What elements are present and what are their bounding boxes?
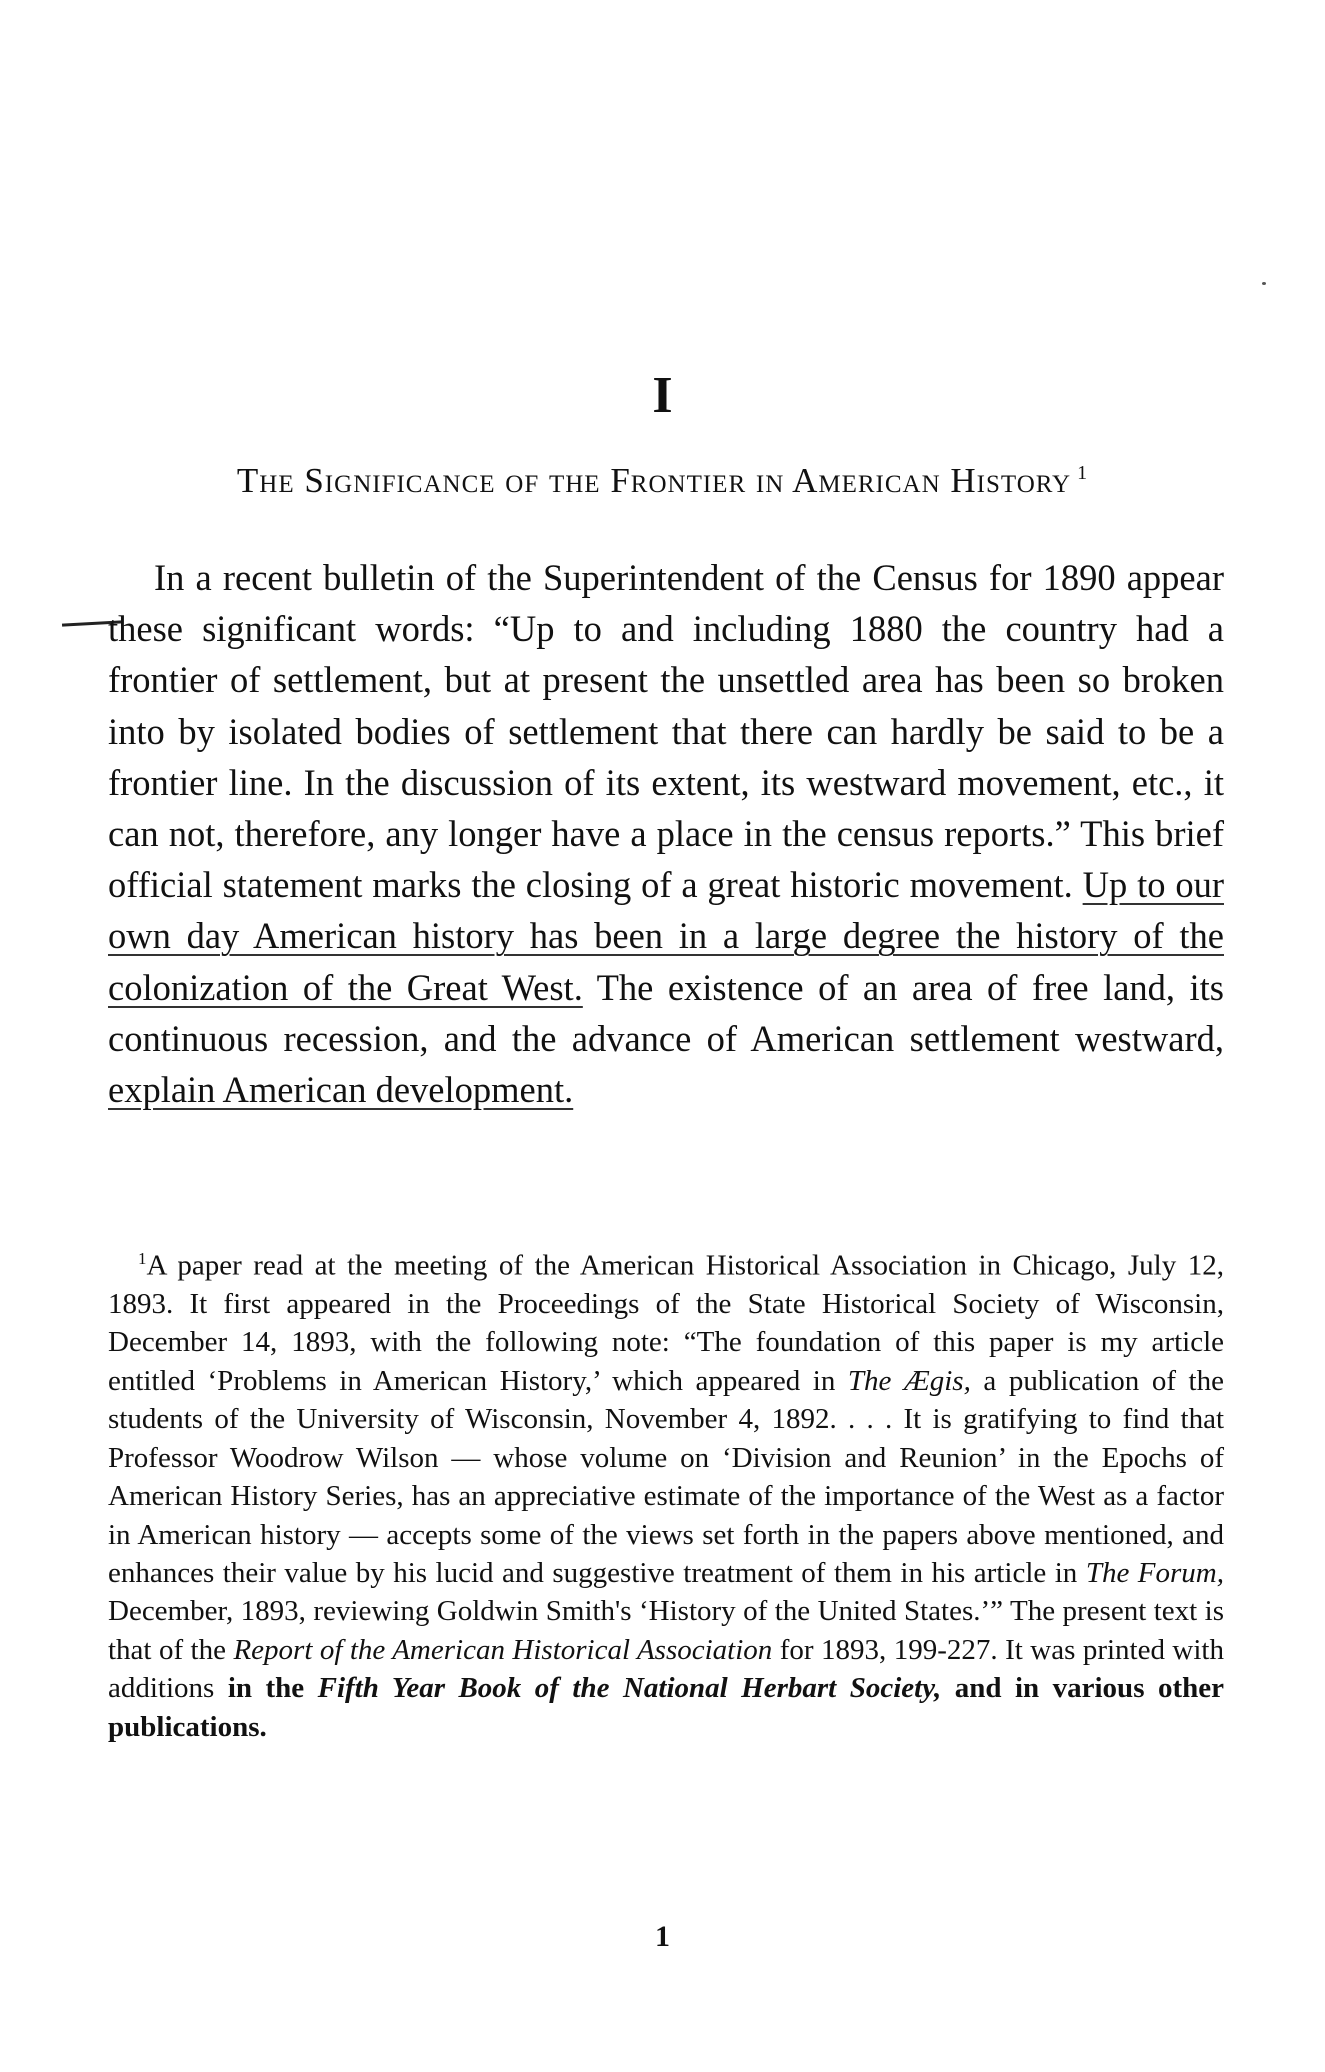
footnote-reference[interactable]: 1 [1077,462,1089,485]
underlined-passage: Up to our own day American history has been in a large degree the history of the colonization of the Great West. [108,864,1224,1008]
page-number: 1 [655,1920,670,1953]
footnote-text: a publication of the students of the University of Wisconsin, November 4, 1892. . . . It is gratifying to find that Professor Woodrow Wilson — whose volume on ‘Division and Reunion’ in the Epochs of American History Series, has an appreciative estimate of the importance of the West as a factor in American history — accepts some of the views set forth in the papers above mentioned, and enhances their value by his lucid and suggestive treatment of them in his article in [108,1364,1224,1589]
underlined-passage: explain American development. [108,1069,574,1111]
footnote-paragraph [108,1240,1224,1746]
chapter-title [100,460,1225,502]
footnote-text: for 1893, 199-227. It was printed with additions [108,1633,1224,1705]
footnote-marker: 1 [138,1249,147,1268]
body-segment: In a recent bulletin of the Superintendent of the Census for 1890 appear these significant words: “Up to and including 1880 the country had a frontier of settlement, but at present the unsettled area has been so broken into by isolated bodies of settlement that there can hardly be said to be a frontier line. In the discussion of its extent, its westward movement, etc., it can not, therefore, any longer have a place in the census reports.” This brief official statement marks the closing of a great historic movement. [108,557,1224,906]
footnote-italic-title: Report of the American Historical Association [233,1633,773,1666]
footnote-text: A paper read at the meeting of the American Historical Association in Chicago, July 12, 1893. It first appeared in the Proceedings of the State Historical Society of Wisconsin, December 14, 1893, with the following note: “The foundation of this paper is my article entitled ‘Problems in American History,’ which appeared in [108,1249,1224,1397]
footnote-text: December, 1893, reviewing Goldwin Smith's ‘History of the United States.’” The present text is that of the [108,1595,1224,1666]
scan-speck [1262,282,1266,285]
footnote-italic-title: The Ægis, [847,1364,971,1397]
footnote-bold-text: in the [227,1672,318,1705]
body-paragraph [108,552,1224,1115]
footnote [108,1240,1224,1746]
chapter-title-text: The Significance of the Frontier in American History [236,461,1072,500]
chapter-numeral: I [652,367,673,424]
footnote-bold-text: and in various other publications. [108,1672,1224,1743]
footnote-bold-italic-title: Fifth Year Book of the National Herbart Society, [317,1672,942,1705]
body-segment: The existence of an area of free land, its continuous recession, and the advance of American settlement westward, [108,966,1224,1059]
body-text [108,552,1224,1115]
footnote-italic-title: The Forum, [1085,1556,1224,1589]
